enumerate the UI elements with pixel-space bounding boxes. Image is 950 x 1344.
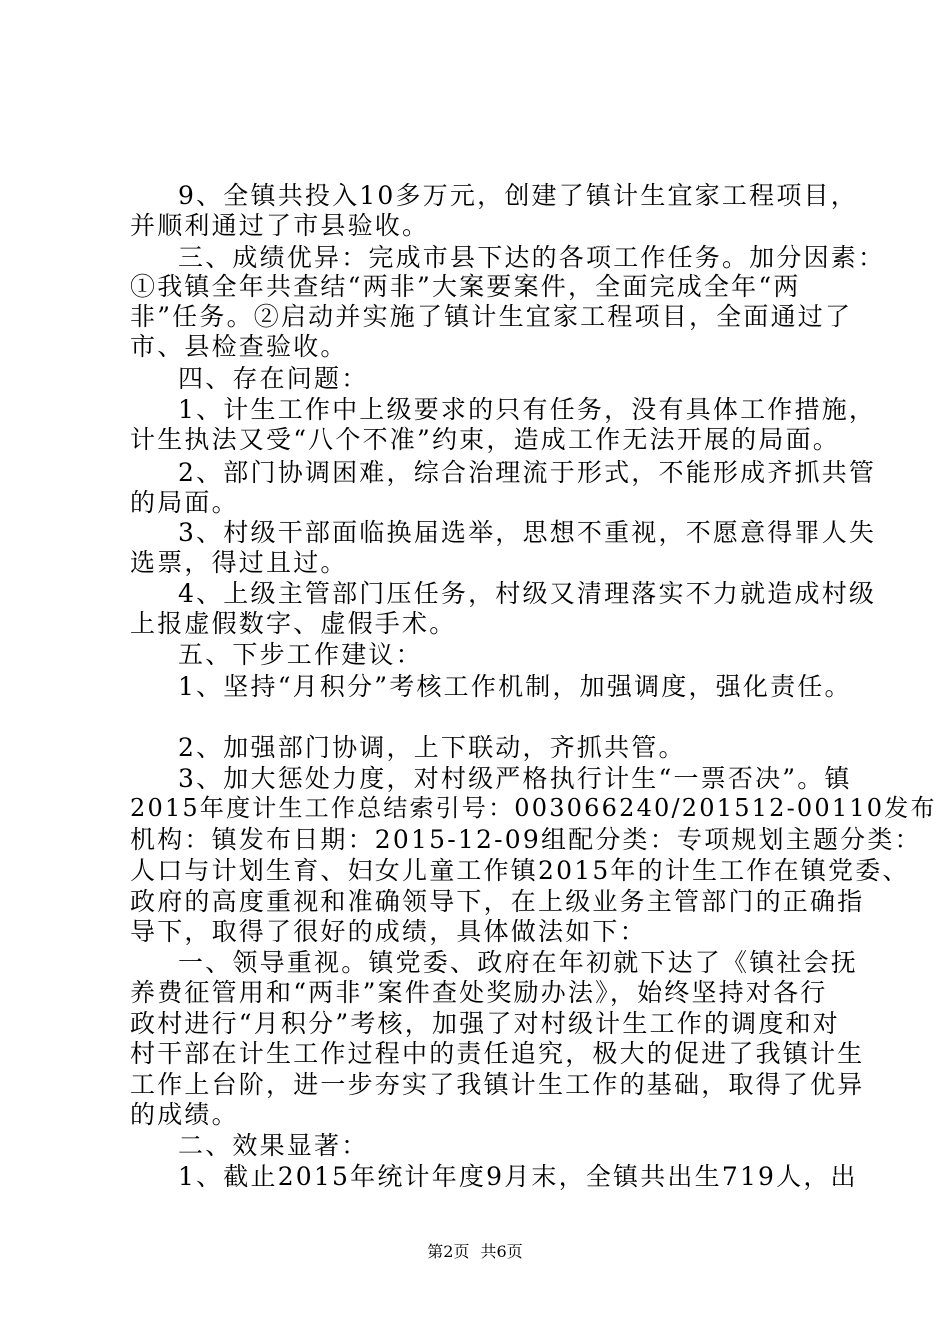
- text-line: 3、村级干部面临换届选举，思想不重视，不愿意得罪人失: [178, 518, 877, 547]
- text-line: 养费征管用和“两非”案件查处奖励办法》，始终坚持对各行: [130, 978, 828, 1007]
- text-line: 政村进行“月积分”考核，加强了对村级计生工作的调度和对: [130, 1009, 840, 1038]
- text-line: 机构：镇发布日期：2015-12-09组配分类：专项规划主题分类：: [130, 825, 922, 854]
- text-line: 三、成绩优异：完成市县下达的各项工作任务。加分因素：: [178, 243, 886, 272]
- section-heading: 一、领导重视。镇党委、政府在年初就下达了《镇社会抚: [178, 948, 859, 977]
- text-line: 2、加强部门协调，上下联动，齐抓共管。: [178, 733, 686, 762]
- text-line: 上报虚假数字、虚假手术。: [130, 609, 457, 638]
- text-line: 的成绩。: [130, 1100, 239, 1129]
- text-line: 3、加大惩处力度，对村级严格执行计生“一票否决”。镇: [178, 764, 852, 793]
- text-line: 导下，取得了很好的成绩，具体做法如下：: [130, 917, 647, 946]
- text-line: 工作上台阶，进一步夯实了我镇计生工作的基础，取得了优异: [130, 1070, 865, 1099]
- section-heading: 二、效果显著：: [178, 1131, 369, 1160]
- text-line: 市、县检查验收。: [130, 332, 348, 361]
- text-line: 9、全镇共投入10多万元，创建了镇计生宜家工程项目，: [178, 181, 858, 210]
- text-line: 非”任务。②启动并实施了镇计生宜家工程项目，全面通过了: [130, 302, 853, 331]
- text-line: 4、上级主管部门压任务，村级又清理落实不力就造成村级: [178, 579, 877, 608]
- text-line: 1、计生工作中上级要求的只有任务，没有具体工作措施，: [178, 395, 877, 424]
- text-line: 并顺利通过了市县验收。: [130, 211, 430, 240]
- text-line: 1、坚持“月积分”考核工作机制，加强调度，强化责任。: [178, 672, 852, 701]
- page-total: 共6页: [480, 1242, 523, 1261]
- text-line: 村干部在计生工作过程中的责任追究，极大的促进了我镇计生: [130, 1039, 865, 1068]
- text-line: 2015年度计生工作总结索引号：003066240/201512-00110发布: [130, 794, 937, 822]
- page-footer: [0, 1242, 950, 1262]
- text-line: 的局面。: [130, 488, 239, 517]
- section-heading: 五、下步工作建议：: [178, 640, 423, 669]
- text-line: 2、部门协调困难，综合治理流于形式，不能形成齐抓共管: [178, 458, 877, 487]
- text-line: ①我镇全年共查结“两非”大案要案件，全面完成全年“两: [130, 272, 801, 301]
- text-line: 选票，得过且过。: [130, 548, 348, 577]
- page-number: 第2页: [427, 1242, 470, 1261]
- text-line: 计生执法又受“八个不准”约束，造成工作无法开展的局面。: [130, 425, 840, 454]
- text-line: 1、截止2015年统计年度9月末，全镇共出生719人，出: [178, 1162, 858, 1191]
- section-heading: 四、存在问题：: [178, 364, 369, 393]
- text-line: 人口与计划生育、妇女儿童工作镇2015年的计生工作在镇党委、: [130, 856, 910, 885]
- text-line: 政府的高度重视和准确领导下，在上级业务主管部门的正确指: [130, 887, 865, 916]
